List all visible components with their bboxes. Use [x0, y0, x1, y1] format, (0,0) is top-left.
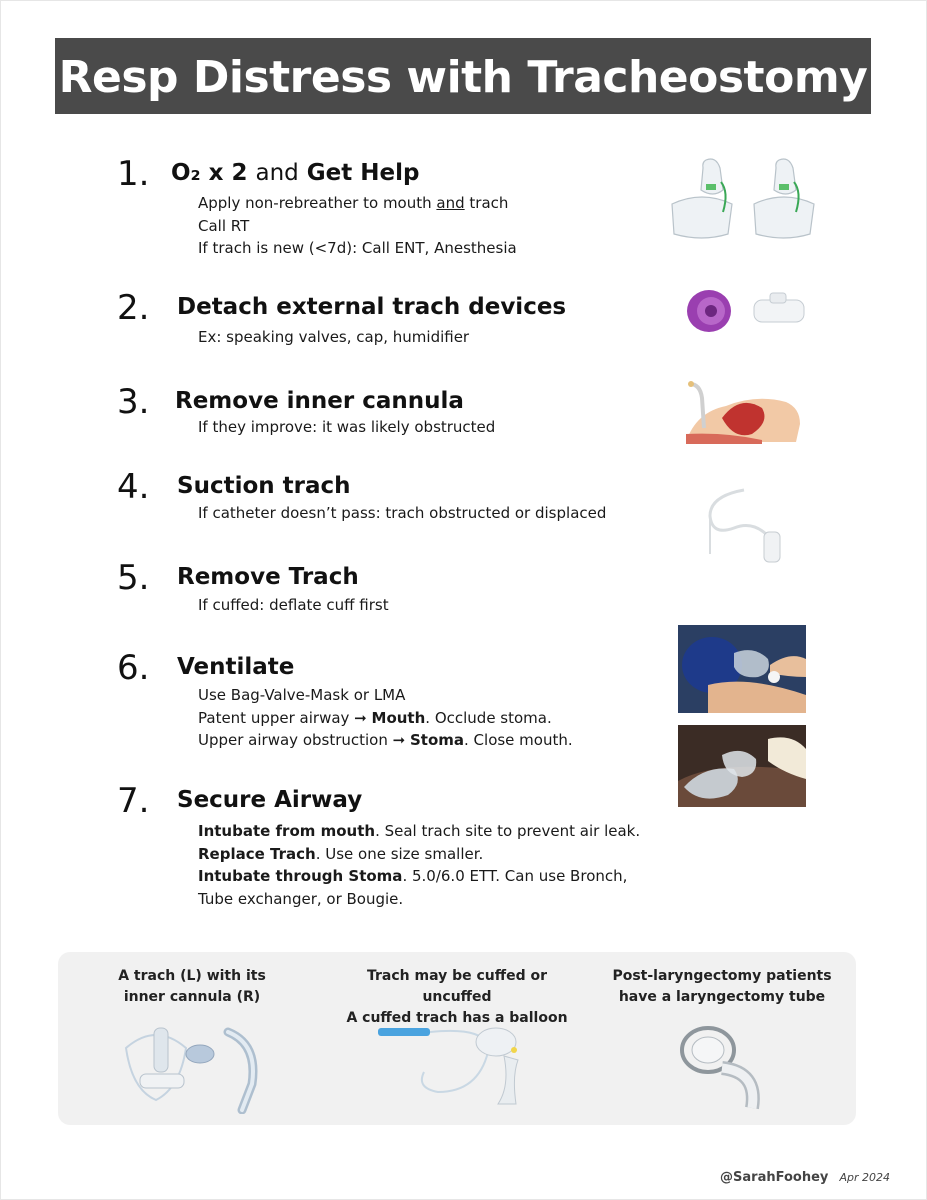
caption-cuffed-trach: Trach may be cuffed or uncuffed A cuffed trach has a balloon [346, 968, 568, 1026]
cuffed-trach-icon [376, 1022, 546, 1108]
step-line: Use Bag-Valve-Mask or LMA [198, 686, 406, 704]
step-line: If they improve: it was likely obstructed [198, 418, 496, 436]
step-body [198, 502, 606, 525]
step-line: Patent upper airway ➞ Mouth. Occlude stoma. [198, 708, 552, 727]
step-line: Tube exchanger, or Bougie. [198, 889, 404, 908]
step-line: If cuffed: deflate cuff first [198, 596, 389, 614]
and-label: and [255, 160, 299, 186]
step-number: 7. [117, 781, 150, 821]
footer [690, 1166, 890, 1185]
step-line: Upper airway obstruction ➞ Stoma. Close mouth. [198, 731, 573, 749]
step-line: Replace Trach. Use one size smaller. [198, 844, 484, 863]
step-body [198, 594, 389, 617]
step-number: 4. [117, 467, 150, 507]
step-number: 5. [117, 558, 150, 598]
stoma-ventilation-photo [678, 725, 806, 807]
o2-label: O₂ x 2 [171, 160, 248, 186]
step-line: If trach is new (<7d): Call ENT, Anesthesia [198, 239, 517, 257]
step-title: Ventilate [177, 654, 295, 680]
step-title: Remove inner cannula [175, 388, 464, 414]
get-help-label: Get Help [306, 160, 420, 186]
step-number: 2. [117, 288, 150, 328]
step-title: Secure Airway [177, 787, 363, 813]
step-line: Intubate through Stoma. 5.0/6.0 ETT. Can use Bronch, [198, 867, 628, 885]
page-title: Resp Distress with Tracheostomy [55, 38, 871, 114]
laryngectomy-tube-icon [678, 1022, 770, 1112]
trach-with-inner-cannula-icon [116, 1018, 266, 1114]
author-handle: @SarahFoohey [720, 1170, 829, 1185]
caption-trach-cannula: A trach (L) with its inner cannula (R) [118, 968, 266, 1005]
step-title [171, 159, 419, 187]
bag-valve-mask-photo [678, 625, 806, 713]
step-title: Remove Trach [177, 564, 359, 590]
step-number: 1. [117, 154, 150, 194]
step-body [198, 820, 640, 910]
step-number: 3. [117, 382, 150, 422]
info-panel [58, 952, 856, 1125]
step-line: Call RT [198, 216, 250, 235]
suction-catheter-icon [700, 484, 790, 566]
step-line: Ex: speaking valves, cap, humidifier [198, 328, 470, 346]
speaking-valve-icon [684, 288, 734, 334]
airway-anatomy-illustration [682, 378, 802, 446]
step-number: 6. [117, 648, 150, 688]
date-label: Apr 2024 [839, 1171, 890, 1184]
step-line: Intubate from mouth. Seal trach site to prevent air leak. [198, 822, 641, 840]
step-body [198, 326, 469, 349]
caption-laryngectomy: Post-laryngectomy patients have a laryngectomy tube [612, 968, 832, 1005]
step-body [198, 684, 573, 752]
non-rebreather-mask-icon [666, 152, 816, 242]
step-line: If catheter doesn’t pass: trach obstructed or displaced [198, 504, 607, 522]
step-body [198, 416, 495, 439]
step-body [198, 192, 517, 260]
step-line: Apply non-rebreather to mouth and trach [198, 194, 509, 212]
humidifier-icon [752, 292, 806, 330]
step-title: Suction trach [177, 473, 351, 499]
step-title: Detach external trach devices [177, 294, 567, 320]
